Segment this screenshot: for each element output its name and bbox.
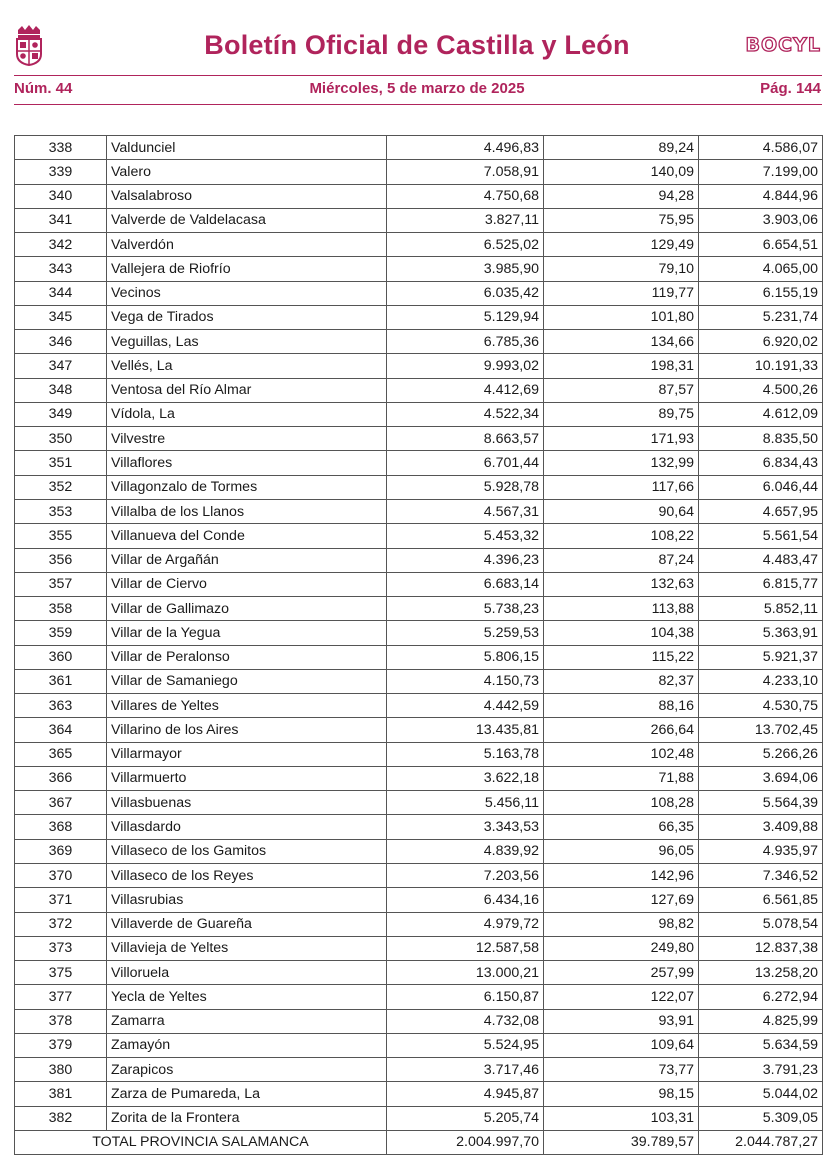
row-municipality: Vecinos — [107, 281, 387, 305]
row-code: 339 — [15, 160, 107, 184]
table-row — [15, 1058, 823, 1082]
municipalities-table — [14, 135, 823, 1155]
table-row — [15, 839, 823, 863]
row-municipality: Zarapicos — [107, 1058, 387, 1082]
row-amount-1: 5.205,74 — [387, 1106, 544, 1130]
row-code: 361 — [15, 669, 107, 693]
total-col4: 39.789,57 — [544, 1130, 699, 1154]
row-code: 379 — [15, 1033, 107, 1057]
row-amount-1: 4.567,31 — [387, 499, 544, 523]
row-municipality: Villarino de los Aires — [107, 718, 387, 742]
row-code: 366 — [15, 766, 107, 790]
table-row — [15, 621, 823, 645]
row-municipality: Villar de Peralonso — [107, 645, 387, 669]
row-municipality: Villoruela — [107, 961, 387, 985]
row-municipality: Valsalabroso — [107, 184, 387, 208]
row-code: 378 — [15, 1009, 107, 1033]
row-amount-2: 257,99 — [544, 961, 699, 985]
row-amount-2: 109,64 — [544, 1033, 699, 1057]
row-code: 367 — [15, 791, 107, 815]
table-row — [15, 863, 823, 887]
row-municipality: Villaseco de los Gamitos — [107, 839, 387, 863]
row-municipality: Valdunciel — [107, 136, 387, 160]
row-code: 355 — [15, 524, 107, 548]
row-amount-2: 119,77 — [544, 281, 699, 305]
row-amount-1: 6.701,44 — [387, 451, 544, 475]
row-amount-1: 5.928,78 — [387, 475, 544, 499]
header-rule-top — [14, 75, 822, 76]
row-amount-2: 134,66 — [544, 330, 699, 354]
row-amount-2: 108,28 — [544, 791, 699, 815]
row-amount-2: 132,99 — [544, 451, 699, 475]
row-amount-total: 8.835,50 — [699, 427, 823, 451]
row-code: 343 — [15, 257, 107, 281]
row-amount-total: 5.231,74 — [699, 305, 823, 329]
row-amount-total: 4.483,47 — [699, 548, 823, 572]
row-municipality: Valverde de Valdelacasa — [107, 208, 387, 232]
row-municipality: Villar de Samaniego — [107, 669, 387, 693]
table-row — [15, 208, 823, 232]
row-amount-total: 13.258,20 — [699, 961, 823, 985]
row-amount-total: 3.903,06 — [699, 208, 823, 232]
row-code: 359 — [15, 621, 107, 645]
row-municipality: Villar de la Yegua — [107, 621, 387, 645]
row-code: 380 — [15, 1058, 107, 1082]
row-amount-2: 82,37 — [544, 669, 699, 693]
table-row — [15, 1009, 823, 1033]
row-amount-1: 4.732,08 — [387, 1009, 544, 1033]
row-amount-total: 5.852,11 — [699, 597, 823, 621]
table-row — [15, 451, 823, 475]
row-amount-total: 4.530,75 — [699, 694, 823, 718]
table-body — [15, 136, 823, 1155]
row-amount-total: 6.920,02 — [699, 330, 823, 354]
row-amount-total: 4.065,00 — [699, 257, 823, 281]
row-amount-2: 127,69 — [544, 888, 699, 912]
row-amount-2: 108,22 — [544, 524, 699, 548]
row-municipality: Zamarra — [107, 1009, 387, 1033]
row-amount-1: 5.806,15 — [387, 645, 544, 669]
row-amount-1: 6.683,14 — [387, 572, 544, 596]
table-row — [15, 160, 823, 184]
row-code: 368 — [15, 815, 107, 839]
row-amount-2: 249,80 — [544, 936, 699, 960]
row-municipality: Villasbuenas — [107, 791, 387, 815]
row-municipality: Villar de Argañán — [107, 548, 387, 572]
row-municipality: Zamayón — [107, 1033, 387, 1057]
table-row — [15, 233, 823, 257]
table-row — [15, 572, 823, 596]
row-code: 353 — [15, 499, 107, 523]
table-row — [15, 985, 823, 1009]
table-row — [15, 961, 823, 985]
row-amount-total: 12.837,38 — [699, 936, 823, 960]
row-code: 347 — [15, 354, 107, 378]
table-row — [15, 742, 823, 766]
row-code: 352 — [15, 475, 107, 499]
row-amount-2: 89,24 — [544, 136, 699, 160]
row-code: 345 — [15, 305, 107, 329]
row-amount-total: 6.815,77 — [699, 572, 823, 596]
row-code: 341 — [15, 208, 107, 232]
row-amount-2: 87,57 — [544, 378, 699, 402]
row-amount-total: 5.564,39 — [699, 791, 823, 815]
row-amount-total: 5.561,54 — [699, 524, 823, 548]
row-amount-1: 4.750,68 — [387, 184, 544, 208]
row-municipality: Villar de Ciervo — [107, 572, 387, 596]
row-amount-2: 104,38 — [544, 621, 699, 645]
row-amount-1: 4.979,72 — [387, 912, 544, 936]
row-municipality: Villarmuerto — [107, 766, 387, 790]
table-row — [15, 791, 823, 815]
row-amount-total: 5.044,02 — [699, 1082, 823, 1106]
table-row — [15, 936, 823, 960]
table-row — [15, 475, 823, 499]
table-row — [15, 548, 823, 572]
row-amount-2: 129,49 — [544, 233, 699, 257]
row-amount-1: 5.163,78 — [387, 742, 544, 766]
table-row — [15, 815, 823, 839]
row-amount-total: 5.078,54 — [699, 912, 823, 936]
row-amount-total: 3.409,88 — [699, 815, 823, 839]
table-row — [15, 766, 823, 790]
row-amount-1: 6.785,36 — [387, 330, 544, 354]
table-row — [15, 402, 823, 426]
row-amount-1: 4.412,69 — [387, 378, 544, 402]
row-municipality: Ventosa del Río Almar — [107, 378, 387, 402]
row-municipality: Villarmayor — [107, 742, 387, 766]
row-amount-2: 113,88 — [544, 597, 699, 621]
row-amount-1: 4.150,73 — [387, 669, 544, 693]
row-municipality: Villavieja de Yeltes — [107, 936, 387, 960]
table-row — [15, 136, 823, 160]
row-amount-total: 7.346,52 — [699, 863, 823, 887]
table-row — [15, 1106, 823, 1130]
table-row — [15, 305, 823, 329]
row-amount-2: 75,95 — [544, 208, 699, 232]
row-amount-total: 4.612,09 — [699, 402, 823, 426]
row-amount-2: 198,31 — [544, 354, 699, 378]
table-row — [15, 694, 823, 718]
row-amount-total: 6.654,51 — [699, 233, 823, 257]
header-rule-bottom — [14, 104, 822, 105]
row-amount-1: 3.343,53 — [387, 815, 544, 839]
row-amount-2: 88,16 — [544, 694, 699, 718]
row-amount-total: 6.834,43 — [699, 451, 823, 475]
row-amount-total: 13.702,45 — [699, 718, 823, 742]
row-amount-2: 122,07 — [544, 985, 699, 1009]
row-amount-2: 103,31 — [544, 1106, 699, 1130]
row-code: 365 — [15, 742, 107, 766]
row-code: 346 — [15, 330, 107, 354]
row-amount-2: 171,93 — [544, 427, 699, 451]
page-number: Pág. 144 — [760, 80, 821, 97]
row-amount-2: 140,09 — [544, 160, 699, 184]
table-row — [15, 912, 823, 936]
row-amount-total: 6.046,44 — [699, 475, 823, 499]
row-amount-2: 102,48 — [544, 742, 699, 766]
row-amount-1: 4.522,34 — [387, 402, 544, 426]
row-amount-1: 6.434,16 — [387, 888, 544, 912]
row-amount-total: 4.935,97 — [699, 839, 823, 863]
bulletin-title: Boletín Oficial de Castilla y León — [204, 30, 630, 60]
row-amount-total: 3.694,06 — [699, 766, 823, 790]
row-municipality: Vilvestre — [107, 427, 387, 451]
row-municipality: Villanueva del Conde — [107, 524, 387, 548]
row-amount-2: 71,88 — [544, 766, 699, 790]
row-amount-total: 4.500,26 — [699, 378, 823, 402]
row-amount-1: 6.150,87 — [387, 985, 544, 1009]
row-amount-total: 4.657,95 — [699, 499, 823, 523]
row-municipality: Zarza de Pumareda, La — [107, 1082, 387, 1106]
issue-date: Miércoles, 5 de marzo de 2025 — [309, 80, 525, 97]
row-code: 358 — [15, 597, 107, 621]
row-municipality: Villagonzalo de Tormes — [107, 475, 387, 499]
row-amount-2: 115,22 — [544, 645, 699, 669]
row-code: 371 — [15, 888, 107, 912]
row-amount-2: 89,75 — [544, 402, 699, 426]
table-row — [15, 669, 823, 693]
row-amount-total: 4.825,99 — [699, 1009, 823, 1033]
row-amount-2: 96,05 — [544, 839, 699, 863]
row-amount-1: 6.525,02 — [387, 233, 544, 257]
row-amount-1: 3.622,18 — [387, 766, 544, 790]
total-label: TOTAL PROVINCIA SALAMANCA — [15, 1130, 387, 1154]
row-code: 372 — [15, 912, 107, 936]
table-row — [15, 645, 823, 669]
row-municipality: Villasdardo — [107, 815, 387, 839]
row-amount-1: 12.587,58 — [387, 936, 544, 960]
row-code: 363 — [15, 694, 107, 718]
row-amount-1: 3.717,46 — [387, 1058, 544, 1082]
row-code: 356 — [15, 548, 107, 572]
row-amount-2: 132,63 — [544, 572, 699, 596]
row-amount-2: 98,82 — [544, 912, 699, 936]
table-row — [15, 184, 823, 208]
row-amount-total: 4.844,96 — [699, 184, 823, 208]
row-code: 381 — [15, 1082, 107, 1106]
row-amount-1: 13.435,81 — [387, 718, 544, 742]
row-amount-1: 8.663,57 — [387, 427, 544, 451]
row-municipality: Yecla de Yeltes — [107, 985, 387, 1009]
table-row — [15, 524, 823, 548]
row-amount-2: 98,15 — [544, 1082, 699, 1106]
row-amount-1: 5.456,11 — [387, 791, 544, 815]
row-municipality: Vellés, La — [107, 354, 387, 378]
row-amount-total: 5.266,26 — [699, 742, 823, 766]
row-amount-1: 13.000,21 — [387, 961, 544, 985]
row-code: 369 — [15, 839, 107, 863]
table-row — [15, 1033, 823, 1057]
row-amount-2: 117,66 — [544, 475, 699, 499]
row-amount-2: 79,10 — [544, 257, 699, 281]
row-amount-2: 94,28 — [544, 184, 699, 208]
row-municipality: Villasrubias — [107, 888, 387, 912]
table-row — [15, 427, 823, 451]
row-municipality: Veguillas, Las — [107, 330, 387, 354]
issue-number: Núm. 44 — [14, 80, 73, 97]
row-amount-total: 3.791,23 — [699, 1058, 823, 1082]
row-amount-2: 90,64 — [544, 499, 699, 523]
row-code: 344 — [15, 281, 107, 305]
row-amount-total: 6.561,85 — [699, 888, 823, 912]
row-amount-1: 5.524,95 — [387, 1033, 544, 1057]
total-col3: 2.004.997,70 — [387, 1130, 544, 1154]
row-amount-total: 10.191,33 — [699, 354, 823, 378]
row-code: 377 — [15, 985, 107, 1009]
table-row — [15, 378, 823, 402]
row-amount-total: 5.634,59 — [699, 1033, 823, 1057]
row-amount-total: 6.155,19 — [699, 281, 823, 305]
total-row — [15, 1130, 823, 1154]
row-code: 350 — [15, 427, 107, 451]
row-amount-total: 4.233,10 — [699, 669, 823, 693]
row-amount-2: 87,24 — [544, 548, 699, 572]
row-amount-2: 73,77 — [544, 1058, 699, 1082]
table-row — [15, 281, 823, 305]
row-amount-1: 4.442,59 — [387, 694, 544, 718]
row-municipality: Vídola, La — [107, 402, 387, 426]
row-municipality: Villalba de los Llanos — [107, 499, 387, 523]
row-code: 342 — [15, 233, 107, 257]
row-code: 349 — [15, 402, 107, 426]
table-row — [15, 718, 823, 742]
bulletin-header — [0, 0, 834, 110]
row-municipality: Zorita de la Frontera — [107, 1106, 387, 1130]
row-amount-1: 4.945,87 — [387, 1082, 544, 1106]
table-row — [15, 597, 823, 621]
row-code: 357 — [15, 572, 107, 596]
row-code: 364 — [15, 718, 107, 742]
row-amount-1: 5.453,32 — [387, 524, 544, 548]
row-amount-1: 5.259,53 — [387, 621, 544, 645]
row-amount-1: 4.839,92 — [387, 839, 544, 863]
table-row — [15, 499, 823, 523]
row-municipality: Villaverde de Guareña — [107, 912, 387, 936]
row-amount-1: 3.827,11 — [387, 208, 544, 232]
row-municipality: Villares de Yeltes — [107, 694, 387, 718]
row-amount-1: 7.203,56 — [387, 863, 544, 887]
table-row — [15, 257, 823, 281]
row-amount-1: 3.985,90 — [387, 257, 544, 281]
row-municipality: Villaflores — [107, 451, 387, 475]
table-row — [15, 354, 823, 378]
table-row — [15, 888, 823, 912]
row-amount-total: 5.363,91 — [699, 621, 823, 645]
row-municipality: Villar de Gallimazo — [107, 597, 387, 621]
row-code: 373 — [15, 936, 107, 960]
row-code: 375 — [15, 961, 107, 985]
row-code: 370 — [15, 863, 107, 887]
row-amount-2: 142,96 — [544, 863, 699, 887]
row-amount-1: 4.396,23 — [387, 548, 544, 572]
row-code: 382 — [15, 1106, 107, 1130]
row-amount-1: 6.035,42 — [387, 281, 544, 305]
row-amount-total: 5.921,37 — [699, 645, 823, 669]
bocyl-logo: BOCYL — [745, 34, 821, 56]
row-code: 348 — [15, 378, 107, 402]
row-amount-1: 4.496,83 — [387, 136, 544, 160]
total-col5: 2.044.787,27 — [699, 1130, 823, 1154]
row-code: 338 — [15, 136, 107, 160]
row-amount-1: 9.993,02 — [387, 354, 544, 378]
row-municipality: Valero — [107, 160, 387, 184]
row-amount-1: 5.738,23 — [387, 597, 544, 621]
row-municipality: Villaseco de los Reyes — [107, 863, 387, 887]
row-amount-1: 5.129,94 — [387, 305, 544, 329]
row-amount-total: 6.272,94 — [699, 985, 823, 1009]
row-amount-total: 5.309,05 — [699, 1106, 823, 1130]
row-amount-total: 4.586,07 — [699, 136, 823, 160]
row-municipality: Vallejera de Riofrío — [107, 257, 387, 281]
row-amount-2: 101,80 — [544, 305, 699, 329]
row-amount-2: 66,35 — [544, 815, 699, 839]
row-municipality: Vega de Tirados — [107, 305, 387, 329]
row-amount-1: 7.058,91 — [387, 160, 544, 184]
row-amount-total: 7.199,00 — [699, 160, 823, 184]
row-code: 360 — [15, 645, 107, 669]
row-code: 340 — [15, 184, 107, 208]
row-code: 351 — [15, 451, 107, 475]
row-amount-2: 266,64 — [544, 718, 699, 742]
row-amount-2: 93,91 — [544, 1009, 699, 1033]
row-municipality: Valverdón — [107, 233, 387, 257]
table-row — [15, 330, 823, 354]
table-row — [15, 1082, 823, 1106]
